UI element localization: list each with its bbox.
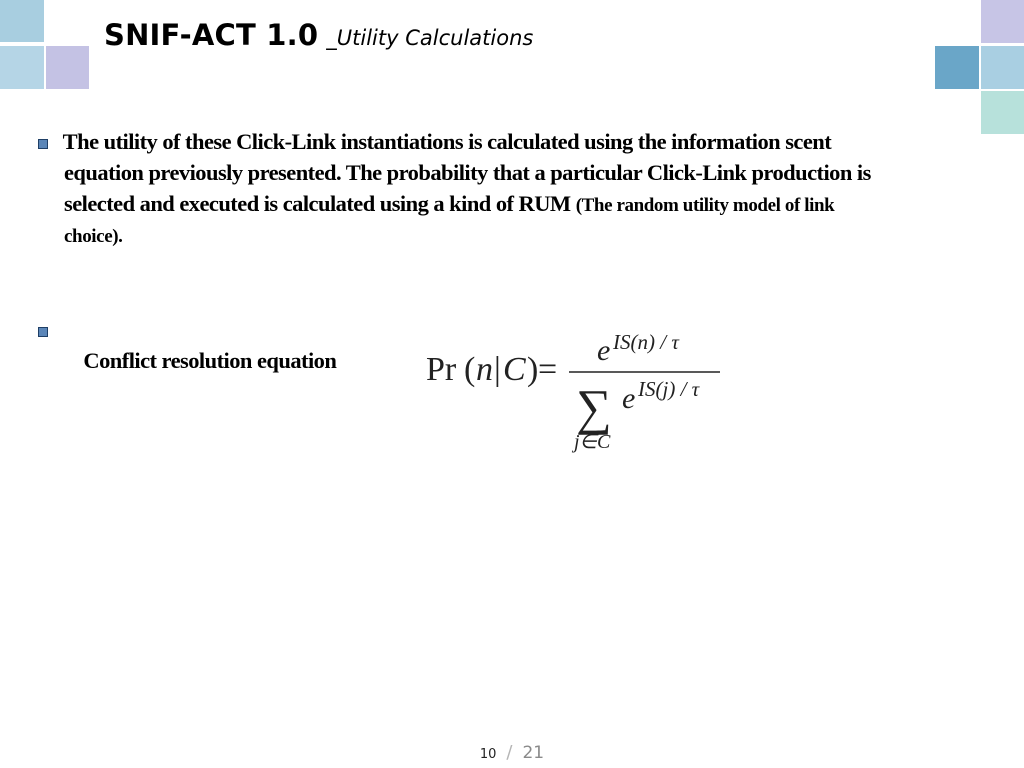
eq-n: n [476, 351, 493, 388]
bullet-conflict-label: Conflict resolution equation [78, 348, 337, 373]
bullet-utility-rum-note: (The random utility model of link [575, 195, 835, 216]
eq-bar: | [494, 351, 501, 388]
conflict-resolution-equation [426, 328, 726, 458]
eq-c: C [503, 351, 526, 388]
bullet-square-icon [38, 327, 48, 337]
eq-equals: = [538, 351, 558, 388]
eq-sum-sign: ∑ [576, 379, 612, 435]
corner-tile-left-light [0, 46, 44, 89]
eq-pr: Pr [426, 351, 457, 388]
corner-tile-top-left [0, 0, 44, 42]
corner-tile-top-right-lavender [981, 0, 1024, 43]
eq-den-e: e [622, 382, 636, 415]
corner-tile-right-light-blue [981, 46, 1024, 89]
eq-num-e: e [597, 334, 611, 367]
bullet-utility-line-2: equation previously presented. The probability that a particular Click-Link production is [64, 160, 871, 185]
bullet-utility-line-4: choice). [64, 226, 123, 247]
corner-tile-left-lavender [46, 46, 89, 89]
eq-num-exponent: IS(n) / τ [613, 330, 679, 354]
eq-close-paren: ) [527, 351, 539, 388]
eq-den-exponent: IS(j) / τ [638, 377, 700, 401]
current-page-number: 10 [479, 747, 497, 762]
bullet-utility-line-3: selected and executed is calculated using a kind of RUM [64, 191, 576, 216]
bullet-utility-line-1: The utility of these Click-Link instantiations is calculated using the information scent [58, 129, 832, 154]
bullet-square-icon [38, 139, 48, 149]
title-subtitle: _Utility Calculations [326, 26, 534, 50]
page-indicator [0, 742, 1024, 763]
title-main: SNIF-ACT 1.0 [104, 18, 319, 52]
corner-tile-right-blue [935, 46, 979, 89]
total-page-count: 21 [522, 743, 545, 763]
eq-open-paren: ( [464, 351, 476, 388]
bullet-utility-text [58, 126, 1024, 252]
slide-title [104, 18, 533, 52]
eq-sum-subscript: j∈C [574, 431, 611, 453]
bullet-conflict-text [64, 314, 336, 407]
page-separator: / [506, 742, 513, 763]
